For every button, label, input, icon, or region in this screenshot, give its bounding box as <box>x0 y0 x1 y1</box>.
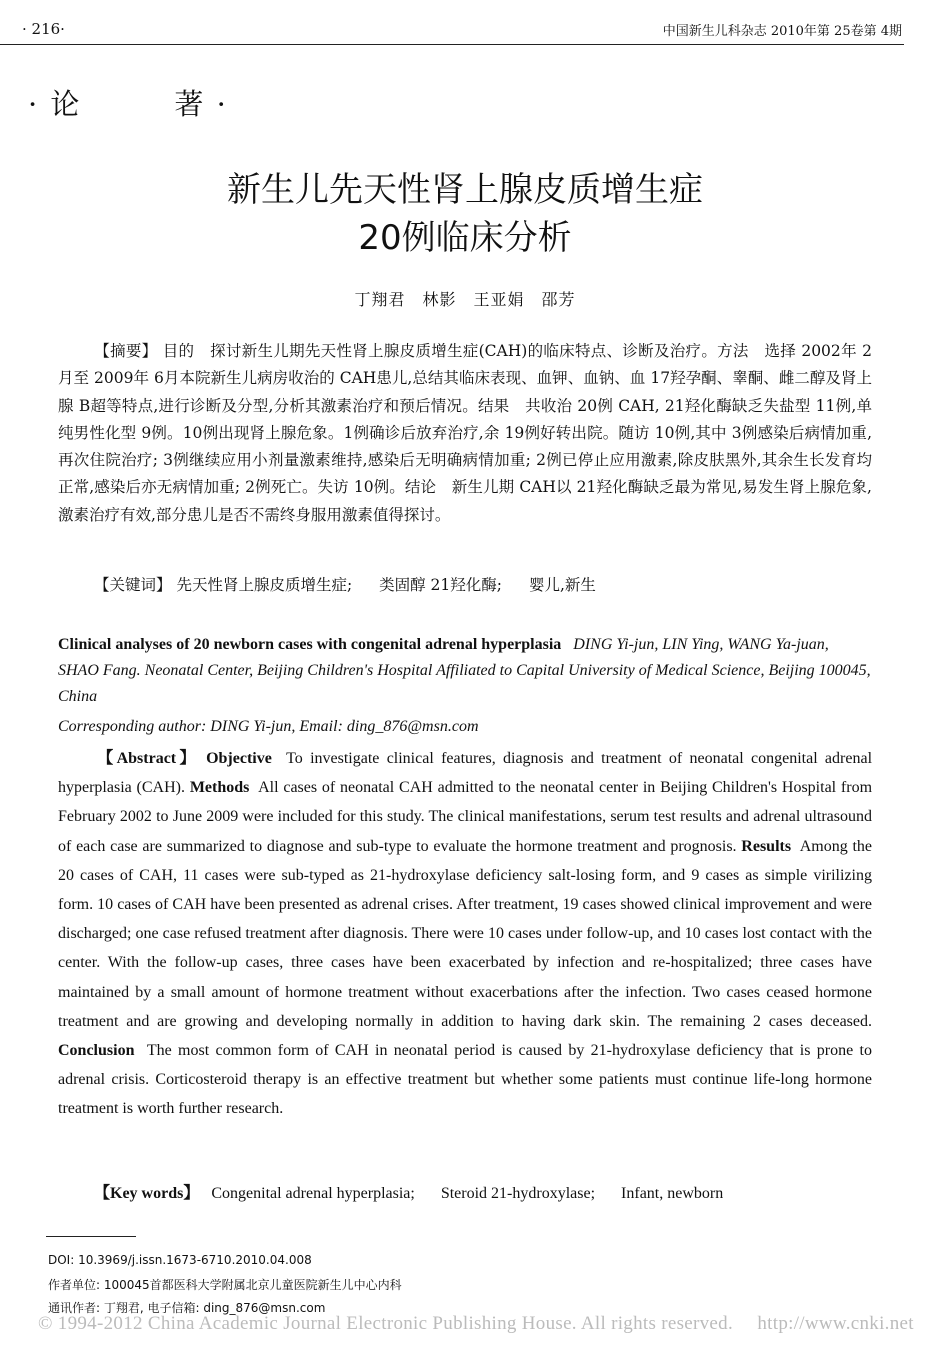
cn-results-label: 结果 <box>477 396 510 415</box>
header-rule <box>0 44 904 45</box>
english-title: Clinical analyses of 20 newborn cases with congenital adrenal hyperplasia <box>58 636 562 653</box>
footnote-unit: 作者单位: 100045首都医科大学附属北京儿童医院新生儿中心内科 <box>48 1278 402 1292</box>
en-keyword-1: Congenital adrenal hyperplasia; <box>211 1185 415 1202</box>
cn-keywords-label: 【关键词】 <box>94 576 172 594</box>
cn-objective-label: 目的 <box>162 342 195 360</box>
cn-objective: 探讨新生儿期先天性肾上腺皮质增生症(CAH)的临床特点、诊断及治疗。 <box>210 342 718 360</box>
english-keywords <box>94 1180 723 1203</box>
copyright-watermark: © 1994-2012 China Academic Journal Electronic Publishing House. All rights reserved. http://www.cnki.net <box>38 1313 914 1334</box>
english-title-block <box>58 632 872 710</box>
cn-conclusion-label: 结论 <box>404 478 437 497</box>
chinese-keywords <box>94 573 596 595</box>
page-number: · 216· <box>22 20 65 38</box>
cn-conclusion: 新生儿期 CAH以 21羟化酶缺乏最为常见,易发生肾上腺危象,激素治疗有效,部分患儿是否不需终身服用激素值得探讨。 <box>58 478 872 524</box>
en-methods-label: Methods <box>189 779 250 797</box>
en-conclusion: The most common form of CAH in neonatal period is caused by 21-hydroxylase deficiency that is prone to adrenal crisis. Corticosteroid therapy is an effective treatment but whether some patients must continue life-long hormone treatment is worth further research. <box>58 1042 873 1118</box>
authors: 丁翔君 林影 王亚娟 邵芳 <box>354 290 576 309</box>
cn-keyword-3: 婴儿,新生 <box>528 576 596 594</box>
english-affiliation: DING Yi-jun, LIN Ying, WANG Ya-juan, SHAO Fang. Neonatal Center, Beijing Children's Hospital Affiliated to Capital University of Medical Science, Beijing 100045, China <box>58 636 871 705</box>
cn-results: 共收治 20例 CAH, 21羟化酶缺乏失盐型 11例,单纯男性化型 9例。10例出现肾上腺危象。1例确诊后放弃治疗,余 19例好转出院。随访 10例,其中 3例感染后病情加重,再次住院治疗; 3例继续应用小剂量激素维持,感染后无明确病情加重; 2例已停止应用激素,除皮肤黑外,其余生长发育均正常,感染后亦无病情加重; 2例死亡。失访 10例。 <box>58 396 872 497</box>
en-conclusion-label: Conclusion <box>58 1042 135 1060</box>
english-abstract <box>58 744 872 1124</box>
title-line-1: 新生儿先天性肾上腺皮质增生症 <box>227 170 703 210</box>
cn-methods: 选择 2002年 2月至 2009年 6月本院新生儿病房收治的 CAH患儿,总结其临床表现、血钾、血钠、血 17羟孕酮、睾酮、雌二醇及肾上腺 B超等特点,进行诊断及分型,分析其激素治疗和预后情况。 <box>58 342 872 415</box>
title-line-2: 20例临床分析 <box>358 218 572 258</box>
footnote-rule <box>46 1236 136 1237</box>
en-methods: All cases of neonatal CAH admitted to the neonatal center in Beijing Children's Hospital from February 2002 to June 2009 were included for this study. The clinical manifestations, serum test results and adrenal ultrasound of each case are summarized to diagnose and sub-type to evaluate the hormone treatment and prognosis. <box>58 779 873 855</box>
en-objective: To investigate clinical features, diagnosis and treatment of neonatal congenital adrenal hyperplasia (CAH). <box>58 750 873 797</box>
journal-header: 中国新生儿科杂志 2010年第 25卷第 4期 <box>662 24 902 39</box>
en-keywords-label: 【Key words】 <box>94 1185 200 1202</box>
en-abstract-label: 【Abstract】 <box>94 750 199 767</box>
cn-keyword-2: 类固醇 21羟化酶; <box>379 576 502 594</box>
en-objective-label: Objective <box>206 750 272 767</box>
corresponding-author: Corresponding author: DING Yi-jun, Email: ding_876@msn.com <box>58 718 479 735</box>
cn-keyword-1: 先天性肾上腺皮质增生症; <box>176 576 353 594</box>
en-results: Among the 20 cases of CAH, 11 cases were sub-typed as 21-hydroxylase deficiency salt-losing form, and 9 cases as simple virilizing form. 10 cases of CAH have been presented as adrenal crises. After treatment, 19 cases showed clinical improvement and were discharged; one case refused treatment after diagnosis. There were 10 cases under follow-up, and 10 cases lost contact with the center. With the follow-up cases, three cases have been exacerbated by infection and re-hospitalized; three cases have maintained by a small amount of hormone treatment without exacerbations after the infection. Two cases ceased hormone treatment and are growing and developing normally in addition to having dark skin. The remaining 2 cases deceased. <box>58 837 872 1030</box>
cn-abstract-label: 【摘要】 <box>94 342 158 360</box>
footnote-doi: DOI: 10.3969/j.issn.1673-6710.2010.04.008 <box>48 1253 312 1267</box>
en-results-label: Results <box>741 837 792 855</box>
chinese-abstract <box>58 338 872 529</box>
footnote-corresponding: 通讯作者: 丁翔君, 电子信箱: ding_876@msn.com <box>48 1301 326 1315</box>
en-keyword-3: Infant, newborn <box>621 1185 724 1202</box>
cn-methods-label: 方法 <box>717 342 749 360</box>
en-keyword-2: Steroid 21-hydroxylase; <box>440 1185 596 1202</box>
section-label: · 论 著 · <box>28 87 228 121</box>
